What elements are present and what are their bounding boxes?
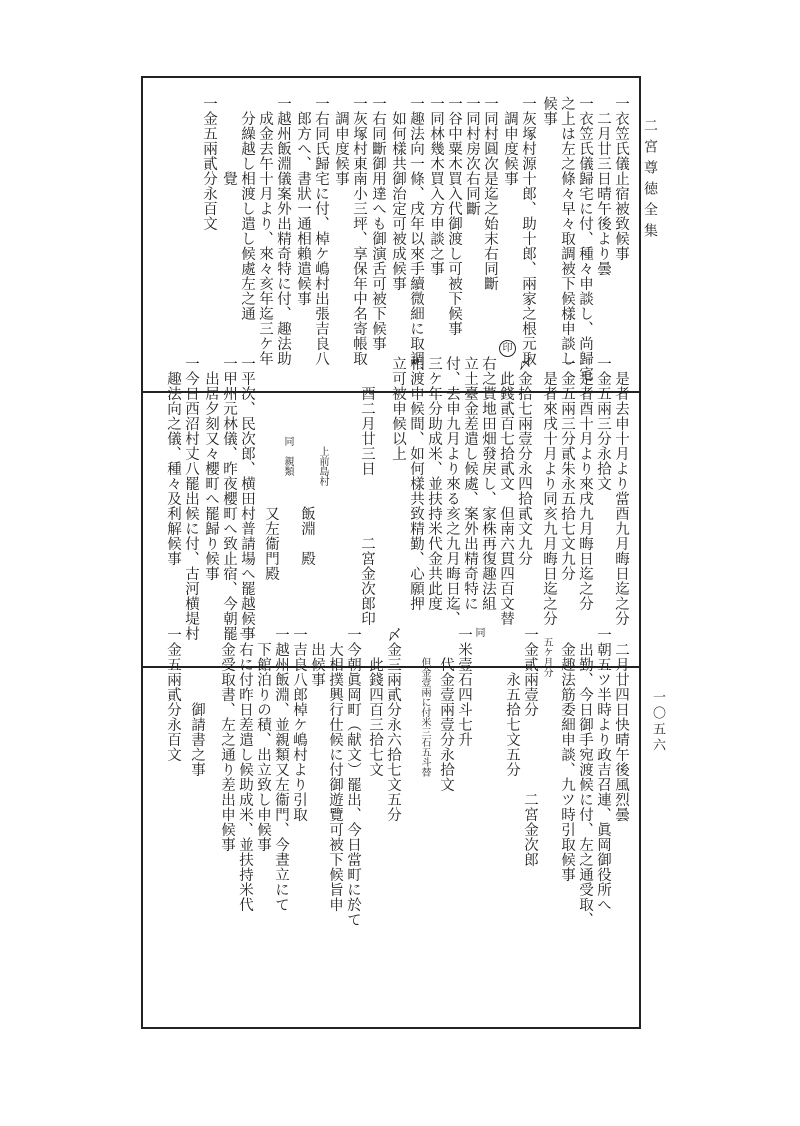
text-column: 一今日西沼村丈八罷出候に付、古河横堤村 — [183, 356, 199, 641]
text-column: 五ケ月分 — [541, 627, 552, 677]
text-column: 一金貳兩壹分 二宮金次郎 — [522, 627, 538, 867]
text-column: 二月廿三日晴午後より曇 — [595, 96, 611, 276]
text-column: 一甲州元林儀、昨夜櫻町へ致止宿、今朝罷 — [221, 356, 237, 641]
text-column: 御請書之事 — [189, 627, 205, 777]
text-column: 一衣笠氏儀歸宅に付、種々申談し、尚歸宅 — [577, 96, 593, 381]
text-column: 趣法向之儀、種々及利解候事 — [165, 356, 181, 566]
text-column: 立土臺金差遣し候處、案外出精奇特に — [462, 356, 478, 611]
text-column: 相渡申候間、如何樣共致精勤、心願押 — [408, 356, 424, 611]
text-column: 郎方へ、書狀一通相賴遣候事 — [295, 96, 311, 306]
text-column: 之上は左之條々早々取調被下候樣申談し — [559, 96, 575, 366]
text-column: 一金五兩貳分永百文 — [201, 96, 217, 231]
text-column: 一今朝眞岡町（献文）罷出、今日當町に於て — [345, 627, 361, 927]
text-column: 一趣法向一條、戌年以來手續微細に取調、 — [408, 96, 424, 381]
text-column: 一同村圓次是迄之始末右同斷 — [482, 96, 498, 291]
text-column: 一灰塚村源十郎、助十郎、兩家之根元取 — [520, 96, 536, 366]
text-column: 立可被申候以上 — [390, 356, 406, 461]
text-column: 一灰塚村東南小三坪、享保年中名寄帳取 — [351, 96, 367, 366]
text-column: 一同林幾木買入方申談之事 — [428, 96, 444, 276]
text-column: 〆金拾七兩壹分永四拾貳文九分 — [516, 356, 532, 566]
text-column: 付、去申九月より來る亥之九月晦日迄、 — [444, 356, 460, 626]
text-column: 代金壹兩壹分永拾文 — [438, 627, 454, 792]
text-column: 一右同氏歸宅に付、棹ケ嶋村出張吉良八 — [313, 96, 329, 366]
text-column: 一平次、民次郎、横田村普請場へ罷越候事 — [239, 356, 255, 641]
text-column: 三ケ年分助成米、並扶持米代金共此度 — [426, 356, 442, 611]
text-column: 但金壹兩に付米三石五斗替 — [419, 627, 430, 777]
text-column: 下館泊りの積、出立致し申候事 — [255, 627, 271, 852]
text-column: 此錢貳百七拾貳文 但南六貫四百文替 — [498, 356, 514, 626]
seal-mark: 印 — [499, 340, 516, 357]
text-column: 一越州飯淵、並親類又左衞門、今晝立にて — [273, 627, 289, 912]
text-column: 大相撲興行仕候に付御遊覽可被下候旨申 — [327, 627, 343, 912]
text-column: 調申度候事 — [333, 96, 349, 186]
text-column: 一金五兩三分永拾文 — [595, 356, 611, 491]
text-column: 一谷中粟木買入代御渡し可被下候事 — [446, 96, 462, 336]
text-column: 出居夕刻又々櫻町へ罷歸り候事 — [203, 356, 219, 581]
text-column: 一越州飯淵儀案外出精奇特に付、趣法助 — [275, 96, 291, 366]
text-column: 同 親類 — [282, 356, 293, 476]
running-head-title: 二宮尊徳全集 — [642, 118, 658, 244]
text-column: 是者酉十月より來戌九月晦日迄之分 — [577, 356, 593, 611]
text-column: 一米壹石四斗七升 — [456, 627, 472, 747]
text-column: 金趣法筋委細申談、九ツ時引取候事 — [559, 627, 575, 882]
text-column: 右之貰地田畑發戻し、家株再復趣法組 — [480, 356, 496, 611]
text-column: 同 — [473, 627, 484, 637]
text-column: 又左衞門殿 — [263, 356, 279, 581]
page-number: 一〇五六 — [650, 690, 665, 754]
text-column: 出勤、今日御手宛渡候に付、左之通受取、 — [577, 627, 593, 927]
text-column: 分繰越し相渡し遣し候處左之通 — [239, 96, 255, 321]
text-column: 金受取書、左之通り差出申候事 — [219, 627, 235, 852]
text-column: 成金去午十月より、來々亥年迄三ケ年 — [257, 96, 273, 366]
text-column: 一金五兩貳分永百文 — [165, 627, 181, 762]
text-column: 候事 — [541, 96, 557, 126]
text-column: 出候事 — [309, 627, 325, 687]
text-column: 覺 — [221, 96, 237, 186]
text-column: 二月廿四日快晴午後風烈曇 — [613, 627, 629, 822]
text-column: 酉二月廿三日 二宮金次郎印 — [359, 356, 375, 626]
text-column: 是者去申十月より當酉九月晦日迄之分 — [613, 356, 629, 626]
text-column: 一吉良八郎棹ケ嶋村より引取 — [291, 627, 307, 822]
text-column: 此錢四百三拾七文 — [367, 627, 383, 777]
text-column: 上前島村 — [317, 356, 328, 486]
text-column: 飯淵 殿 — [299, 356, 315, 566]
text-column: 如何樣共御治定可被成候事 — [390, 96, 406, 291]
text-column: 是者來戌十月より同亥九月晦日迄之分 — [541, 356, 557, 626]
text-column: 一右同斷御用達へも御演舌可被下候事 — [370, 96, 386, 351]
text-column: 一金五兩三分貳朱永五拾七文九分 — [559, 356, 575, 581]
text-column: 調申度候事 — [502, 96, 518, 186]
text-column: 一衣笠氏儀止宿被致候事 — [613, 96, 629, 261]
text-column: 一同村房次右同斷 — [464, 96, 480, 216]
text-column: 一朝五ツ半時より政吉召連、眞岡御役所へ — [595, 627, 611, 912]
text-column: 一右に付昨日差遣し候助成米、並扶持米代 — [237, 627, 253, 912]
text-column: 永五拾七文五分 — [504, 627, 520, 777]
text-column: 〆金三兩貳分永六拾七文五分 — [385, 627, 401, 822]
